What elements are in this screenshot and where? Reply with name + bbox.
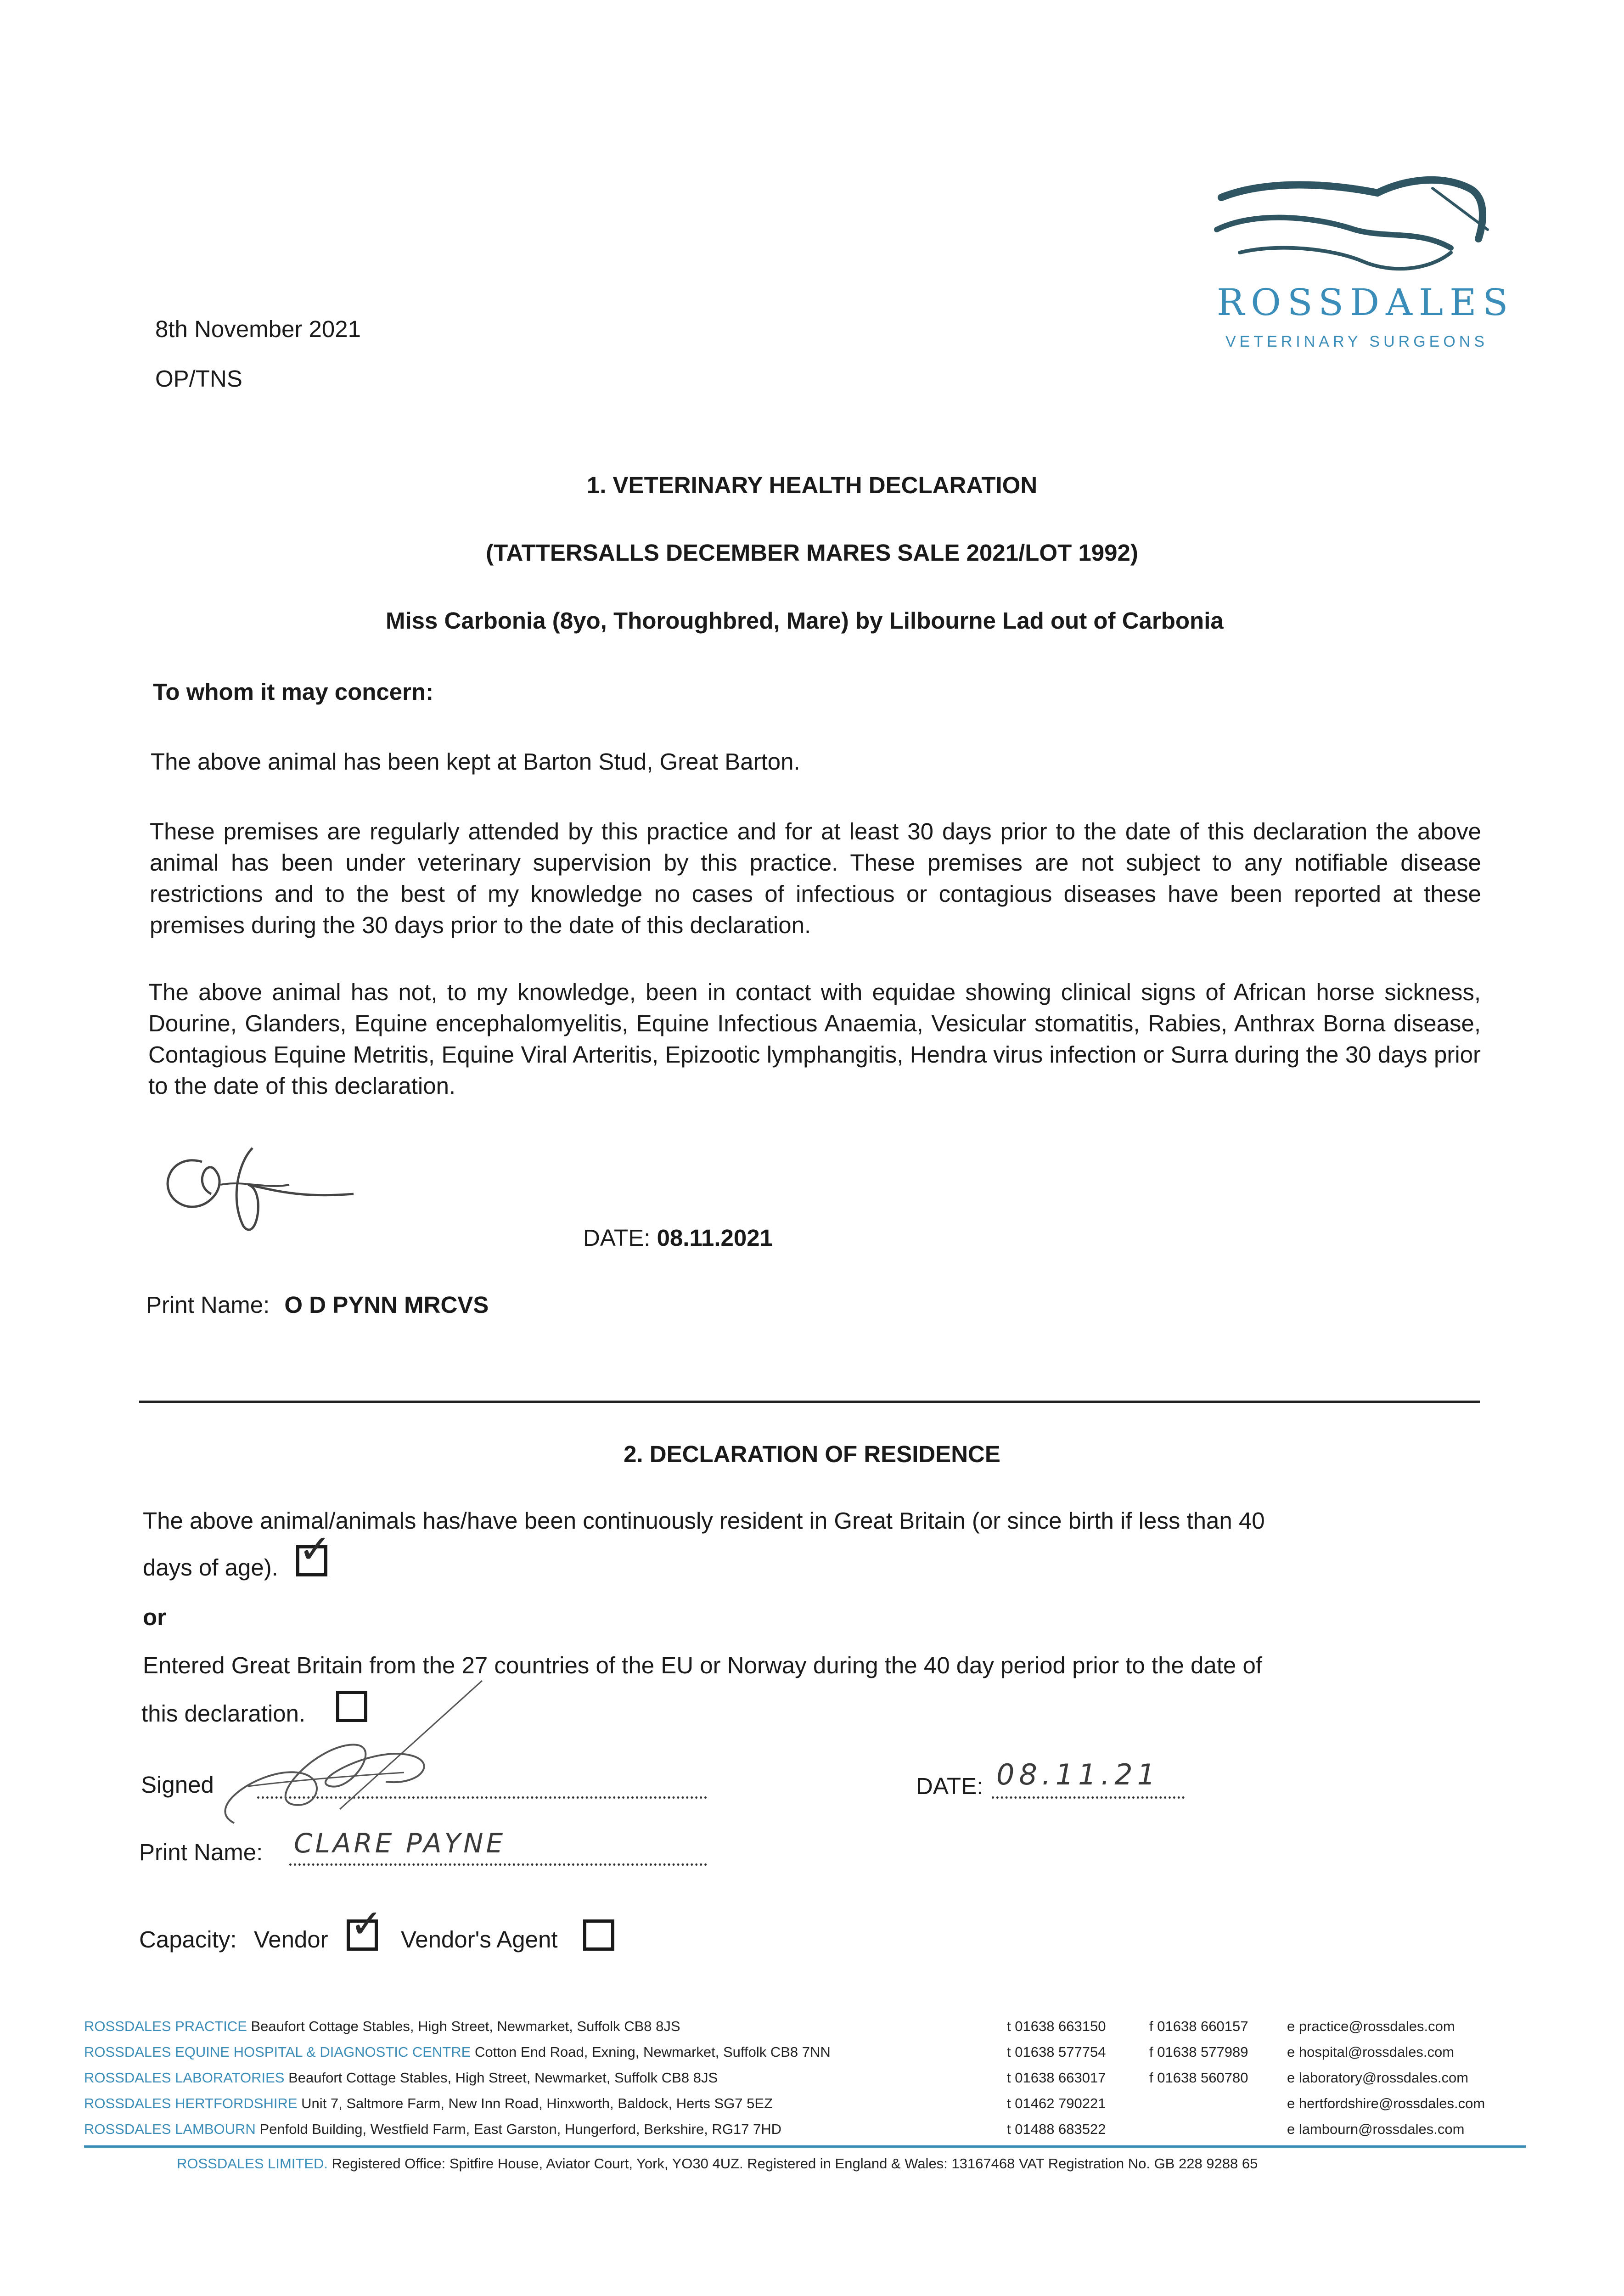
vet-date-value: 08.11.2021 — [657, 1225, 773, 1251]
capacity-label: Capacity: — [139, 1926, 237, 1953]
letter-reference: OP/TNS — [155, 366, 242, 392]
footer-company — [177, 2151, 1258, 2177]
vendor-date-line[interactable] — [992, 1796, 1185, 1799]
paragraph-kept-at: The above animal has been kept at Barton Stud, Great Barton. — [151, 748, 800, 775]
vendor-date-value: 08.11.21 — [996, 1758, 1160, 1791]
footer-row-practice: ROSSDALES PRACTICE Beaufort Cottage Stables, High Street, Newmarket, Suffolk CB8 8JS t 01638 663150 f 01638 660157 e practice@rossdales.com — [84, 2018, 1455, 2034]
capacity-agent-label: Vendor's Agent — [401, 1926, 558, 1953]
footer-company-text: Registered Office: Spitfire House, Aviator Court, York, YO30 4UZ. Registered in England & Wales: 13167468 VAT Registration No. GB 228 9288 65 — [332, 2155, 1258, 2172]
vendor-signature — [193, 1671, 569, 1841]
horse-logo-icon — [1212, 161, 1497, 285]
option2-line2: this declaration. — [141, 1700, 306, 1727]
vet-print-name — [146, 1290, 489, 1320]
logo-subtitle: VETERINARY SURGEONS — [1225, 333, 1489, 350]
vendor-print-line[interactable] — [289, 1863, 707, 1866]
section-divider — [139, 1401, 1480, 1403]
vet-print-value: O D PYNN MRCVS — [284, 1292, 489, 1318]
vet-print-label: Print Name: — [146, 1292, 270, 1318]
or-separator: or — [143, 1604, 166, 1630]
logo-wordmark: ROSSDALES — [1217, 281, 1515, 324]
option1-check-icon: ✓ — [298, 1527, 332, 1571]
paragraph-contact: The above animal has not, to my knowledge, been in contact with equidae showing clinical signs of African horse sickness, Dourine, Glanders, Equine encephalomyelitis, Equine Infectious Anaemia, Vesicular stomatitis, Rabies, Anthrax Borna disease, Contagious Equine Metritis, Equine Viral Arteritis, Epizootic lymphangitis, Hendra virus infection or Surra during the 30 days prior to the date of this declaration. — [148, 979, 1481, 1099]
vet-signature — [152, 1134, 372, 1244]
paragraph-premises: These premises are regularly attended by this practice and for at least 30 days prior to the date of this declaration the above animal has been under veterinary supervision by this practice. These premises are not subject to any notifiable disease restrictions and to the best of my knowledge no cases of infectious or contagious diseases have been reported at these premises during the 30 days prior to the date of this declaration. — [150, 818, 1481, 938]
capacity-agent-checkbox[interactable] — [583, 1919, 614, 1951]
footer-rule — [84, 2145, 1526, 2148]
section1-sale: (TATTERSALLS DECEMBER MARES SALE 2021/LOT 1992) — [486, 540, 1138, 566]
footer-contacts — [84, 2014, 1526, 2142]
capacity-vendor-label: Vendor — [254, 1926, 328, 1953]
vendor-date-label: DATE: — [916, 1773, 983, 1799]
section1-horse: Miss Carbonia (8yo, Thoroughbred, Mare) by Lilbourne Lad out of Carbonia — [386, 608, 1224, 634]
section2-title: 2. DECLARATION OF RESIDENCE — [624, 1441, 1000, 1467]
salutation: To whom it may concern: — [153, 679, 434, 705]
footer-row-hospital: ROSSDALES EQUINE HOSPITAL & DIAGNOSTIC CENTRE Cotton End Road, Exning, Newmarket, Suffolk CB8 7NN t 01638 577754 f 01638 577989 e hospital@rossdales.com — [84, 2044, 1455, 2060]
option1-line2: days of age). — [143, 1554, 278, 1581]
vendor-print-label: Print Name: — [139, 1839, 263, 1865]
vet-date — [583, 1223, 773, 1253]
signed-label: Signed — [141, 1772, 214, 1798]
capacity-vendor-check-icon: ✓ — [350, 1902, 383, 1946]
footer-row-hertfordshire: ROSSDALES HERTFORDSHIRE Unit 7, Saltmore Farm, New Inn Road, Hinxworth, Baldock, Herts SG7 5EZ t 01462 790221 e hertfordshire@rossdales.com — [84, 2095, 1485, 2111]
option2-line1: Entered Great Britain from the 27 countries of the EU or Norway during the 40 day period prior to the date of — [143, 1652, 1262, 1678]
rossdales-logo — [1212, 161, 1515, 377]
letter-date: 8th November 2021 — [155, 316, 361, 342]
vet-date-label: DATE: — [583, 1225, 651, 1251]
section1-title: 1. VETERINARY HEALTH DECLARATION — [586, 472, 1038, 498]
vendor-print-value: CLARE PAYNE — [294, 1828, 506, 1859]
footer-company-label: ROSSDALES LIMITED. — [177, 2155, 328, 2172]
footer-row-laboratories: ROSSDALES LABORATORIES Beaufort Cottage Stables, High Street, Newmarket, Suffolk CB8 8JS t 01638 663017 f 01638 560780 e laboratory@rossdales.com — [84, 2070, 1469, 2086]
footer-row-lambourn: ROSSDALES LAMBOURN Penfold Building, Westfield Farm, East Garston, Hungerford, Berkshire, RG17 7HD t 01488 683522 e lambourn@rossdales.com — [84, 2121, 1465, 2137]
option1-line1: The above animal/animals has/have been continuously resident in Great Britain (or since birth if less than 40 — [143, 1508, 1265, 1534]
